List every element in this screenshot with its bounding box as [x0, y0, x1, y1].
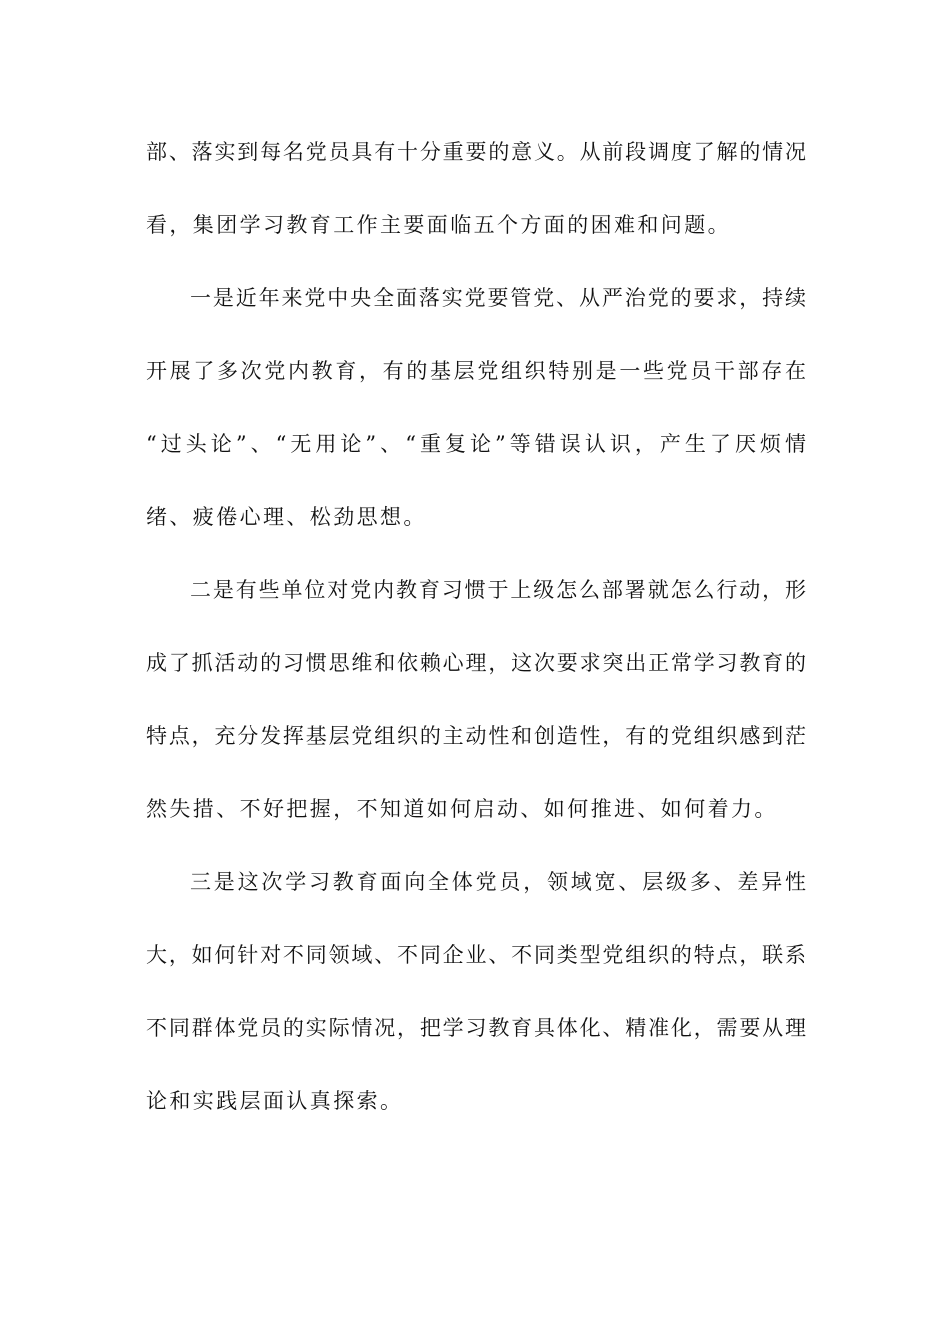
text-line-12: 大，如何针对不同领域、不同企业、不同类型党组织的特点，联系: [146, 943, 806, 967]
text-line-5: “过头论”、“无用论”、“重复论”等错误认识，产生了厌烦情: [146, 432, 806, 456]
text-line-13: 不同群体党员的实际情况，把学习教育具体化、精准化，需要从理: [146, 1016, 806, 1040]
text-line-6: 绪、疲倦心理、松劲思想。: [146, 505, 427, 529]
text-line-8: 成了抓活动的习惯思维和依赖心理，这次要求突出正常学习教育的: [146, 651, 806, 675]
text-line-3: 一是近年来党中央全面落实党要管党、从严治党的要求，持续: [190, 286, 806, 310]
text-line-11: 三是这次学习教育面向全体党员，领域宽、层级多、差异性: [190, 870, 806, 894]
text-line-1: 部、落实到每名党员具有十分重要的意义。从前段调度了解的情况: [146, 140, 806, 164]
text-line-9: 特点，充分发挥基层党组织的主动性和创造性，有的党组织感到茫: [146, 724, 806, 748]
text-line-10: 然失措、不好把握，不知道如何启动、如何推进、如何着力。: [146, 797, 778, 821]
text-line-7: 二是有些单位对党内教育习惯于上级怎么部署就怎么行动，形: [190, 578, 806, 602]
text-line-14: 论和实践层面认真探索。: [146, 1089, 404, 1113]
text-line-4: 开展了多次党内教育，有的基层党组织特别是一些党员干部存在: [146, 359, 806, 383]
text-line-2: 看，集团学习教育工作主要面临五个方面的困难和问题。: [146, 213, 731, 237]
